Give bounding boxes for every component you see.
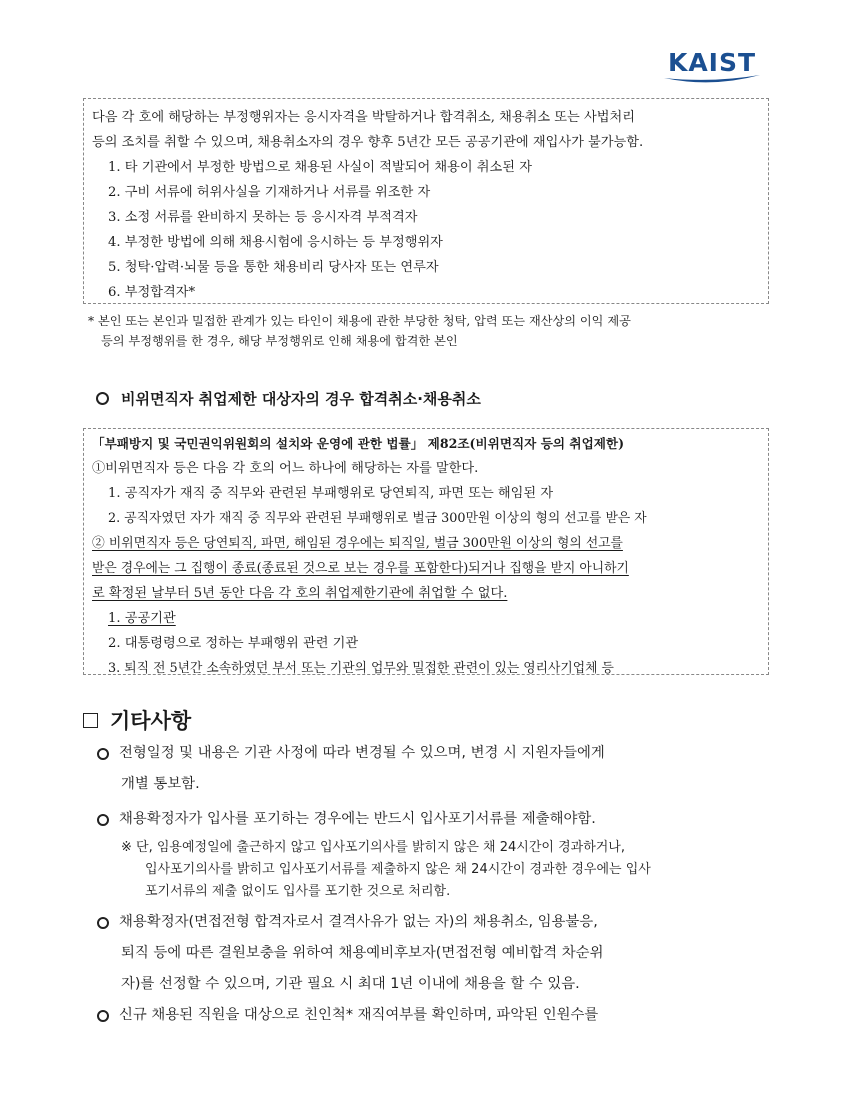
law-para-2-line: ② 비위면직자 등은 당연퇴직, 파면, 해임된 경우에는 퇴직일, 벌금 300만원 이상의 형의 선고를	[92, 536, 623, 551]
law-para-2-item: 2. 대통령령으로 정하는 부패행위 관련 기관	[108, 636, 359, 651]
bullet-line: 신규 채용된 직원을 대상으로 친인척* 재직여부를 확인하며, 파악된 인원수를	[119, 1007, 599, 1023]
bullet-item	[95, 907, 775, 1000]
law-para-1: ①비위면직자 등은 다음 각 호의 어느 하나에 해당하는 자를 말한다.	[92, 461, 479, 476]
law-para-2-item: 3. 퇴직 전 5년간 소속하였던 부서 또는 기관의 업무와 밀접한 관련이 있는 영리사기업체 등	[108, 661, 614, 676]
bullet-item	[95, 1000, 775, 1031]
circle-bullet-icon	[96, 392, 109, 405]
logo-swoosh-icon	[662, 72, 762, 86]
subheading-text: 비위면직자 취업제한 대상자의 경우 합격취소·채용취소	[121, 390, 481, 408]
law-box	[83, 428, 769, 675]
misconduct-box	[83, 98, 769, 304]
footnote	[88, 311, 768, 351]
misconduct-intro-line-2: 등의 조치를 취할 수 있으며, 채용취소자의 경우 향후 5년간 모든 공공기관에 재입사가 불가능함.	[92, 135, 644, 150]
circle-bullet-icon	[97, 748, 109, 760]
bullet-item	[95, 738, 775, 800]
law-para-2-line: 받은 경우에는 그 집행이 종료(종료된 것으로 보는 경우를 포함한다)되거나 집행을 받지 아니하기	[92, 561, 629, 576]
bullet-note-line: 입사포기의사를 밝히고 입사포기서류를 제출하지 않은 채 24시간이 경과한 경우에는 입사	[145, 862, 651, 877]
section-title: 기타사항	[110, 709, 192, 733]
logo-text: KAIST	[667, 48, 757, 77]
section-heading	[83, 705, 191, 735]
law-para-1-item: 2. 공직자였던 자가 재직 중 직무와 관련된 부패행위로 벌금 300만원 이상의 형의 선고를 받은 자	[108, 511, 647, 526]
bullet-item	[95, 804, 775, 903]
kaist-logo	[662, 50, 762, 90]
misconduct-item: 3. 소정 서류를 완비하지 못하는 등 응시자격 부적격자	[108, 210, 418, 225]
bullet-line: 전형일정 및 내용은 기관 사정에 따라 변경될 수 있으며, 변경 시 지원자들에게	[119, 745, 605, 761]
subheading	[96, 388, 481, 409]
bullet-line: 채용확정자가 입사를 포기하는 경우에는 반드시 입사포기서류를 제출해야함.	[119, 811, 596, 827]
misconduct-intro-line-1: 다음 각 호에 해당하는 부정행위자는 응시자격을 박탈하거나 합격취소, 채용취소 또는 사법처리	[92, 110, 635, 125]
square-bullet-icon	[83, 713, 98, 728]
law-title: 「부패방지 및 국민권익위원회의 설치와 운영에 관한 법률」 제82조(비위면직자 등의 취업제한)	[92, 436, 625, 451]
misconduct-item: 2. 구비 서류에 허위사실을 기재하거나 서류를 위조한 자	[108, 185, 431, 200]
misconduct-item: 1. 타 기관에서 부정한 방법으로 채용된 사실이 적발되어 채용이 취소된 자	[108, 160, 532, 175]
misconduct-item: 5. 청탁·압력·뇌물 등을 통한 채용비리 당사자 또는 연루자	[108, 260, 439, 275]
section-bullets	[95, 738, 775, 1031]
misconduct-item: 4. 부정한 방법에 의해 채용시험에 응시하는 등 부정행위자	[108, 235, 443, 250]
circle-bullet-icon	[97, 814, 109, 826]
bullet-line: 개별 통보함.	[121, 776, 200, 792]
law-para-2-line: 로 확정된 날부터 5년 동안 다음 각 호의 취업제한기관에 취업할 수 없다.	[92, 586, 508, 601]
law-para-1-item: 1. 공직자가 재직 중 직무와 관련된 부패행위로 당연퇴직, 파면 또는 해임된 자	[108, 486, 554, 501]
misconduct-item: 6. 부정합격자*	[108, 285, 196, 300]
law-para-2-item: 1. 공공기관	[108, 611, 176, 626]
circle-bullet-icon	[97, 917, 109, 929]
bullet-line: 채용확정자(면접전형 합격자로서 결격사유가 없는 자)의 채용취소, 임용불응,	[119, 914, 598, 930]
circle-bullet-icon	[97, 1010, 109, 1022]
footnote-line-2: 등의 부정행위를 한 경우, 해당 부정행위로 인해 채용에 합격한 본인	[101, 334, 458, 348]
bullet-note-line: ※ 단, 임용예정일에 출근하지 않고 입사포기의사를 밝히지 않은 채 24시간이 경과하거나,	[121, 840, 625, 855]
footnote-line-1: * 본인 또는 본인과 밀접한 관계가 있는 타인이 채용에 관한 부당한 청탁, 압력 또는 재산상의 이익 제공	[88, 314, 631, 328]
bullet-note-line: 포기서류의 제출 없이도 입사를 포기한 것으로 처리함.	[145, 884, 451, 899]
bullet-line: 자)를 선정할 수 있으며, 기관 필요 시 최대 1년 이내에 채용을 할 수 있음.	[121, 976, 580, 992]
bullet-line: 퇴직 등에 따른 결원보충을 위하여 채용예비후보자(면접전형 예비합격 차순위	[121, 945, 604, 961]
